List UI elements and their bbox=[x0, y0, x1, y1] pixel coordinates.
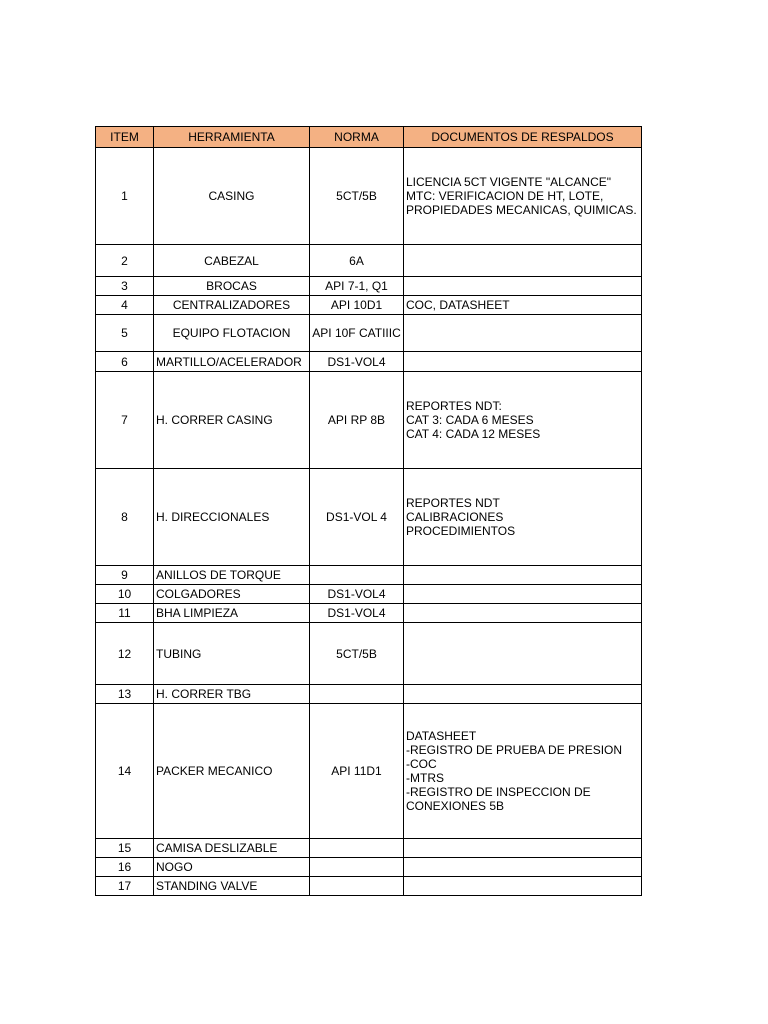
item-cell: 17 bbox=[96, 877, 154, 896]
docs-cell: DATASHEET -REGISTRO DE PRUEBA DE PRESION -COC -MTRS -REGISTRO DE INSPECCION DE CONEXIONES 5B bbox=[404, 704, 642, 839]
norm-cell: DS1-VOL4 bbox=[310, 585, 404, 604]
docs-cell: COC, DATASHEET bbox=[404, 296, 642, 315]
table-row bbox=[96, 604, 642, 623]
docs-cell bbox=[404, 604, 642, 623]
table-row bbox=[96, 877, 642, 896]
item-cell: 10 bbox=[96, 585, 154, 604]
tool-cell: H. CORRER TBG bbox=[154, 685, 310, 704]
table-row bbox=[96, 372, 642, 469]
norm-cell: 6A bbox=[310, 245, 404, 277]
norm-cell bbox=[310, 877, 404, 896]
norm-cell: API 10F CATIIIC bbox=[310, 315, 404, 352]
tool-cell: H. CORRER CASING bbox=[154, 372, 310, 469]
header-norm: NORMA bbox=[310, 127, 404, 148]
norm-cell: API 10D1 bbox=[310, 296, 404, 315]
norm-cell bbox=[310, 839, 404, 858]
item-cell: 14 bbox=[96, 704, 154, 839]
item-cell: 2 bbox=[96, 245, 154, 277]
norm-cell bbox=[310, 858, 404, 877]
tool-cell: CENTRALIZADORES bbox=[154, 296, 310, 315]
tool-cell: MARTILLO/ACELERADOR bbox=[154, 352, 310, 372]
item-cell: 13 bbox=[96, 685, 154, 704]
norm-cell: API 7-1, Q1 bbox=[310, 277, 404, 296]
table-row bbox=[96, 839, 642, 858]
docs-cell: LICENCIA 5CT VIGENTE "ALCANCE" MTC: VERIFICACION DE HT, LOTE, PROPIEDADES MECANICAS, QUIMICAS. bbox=[404, 148, 642, 245]
table-row bbox=[96, 277, 642, 296]
tool-cell: NOGO bbox=[154, 858, 310, 877]
docs-cell bbox=[404, 315, 642, 352]
item-cell: 1 bbox=[96, 148, 154, 245]
item-cell: 5 bbox=[96, 315, 154, 352]
docs-cell bbox=[404, 858, 642, 877]
tool-cell: CASING bbox=[154, 148, 310, 245]
norm-cell bbox=[310, 685, 404, 704]
header-tool: HERRAMIENTA bbox=[154, 127, 310, 148]
norm-cell: DS1-VOL 4 bbox=[310, 469, 404, 566]
docs-cell bbox=[404, 245, 642, 277]
docs-cell bbox=[404, 277, 642, 296]
table-row bbox=[96, 352, 642, 372]
docs-cell bbox=[404, 685, 642, 704]
table-row bbox=[96, 469, 642, 566]
tool-cell: BROCAS bbox=[154, 277, 310, 296]
norm-cell: API 11D1 bbox=[310, 704, 404, 839]
tool-cell: TUBING bbox=[154, 623, 310, 685]
table-row bbox=[96, 858, 642, 877]
tool-cell: CAMISA DESLIZABLE bbox=[154, 839, 310, 858]
tool-cell: ANILLOS DE TORQUE bbox=[154, 566, 310, 585]
docs-cell bbox=[404, 877, 642, 896]
tool-cell: COLGADORES bbox=[154, 585, 310, 604]
tool-cell: BHA LIMPIEZA bbox=[154, 604, 310, 623]
docs-cell bbox=[404, 623, 642, 685]
tool-cell: PACKER MECANICO bbox=[154, 704, 310, 839]
tool-cell: H. DIRECCIONALES bbox=[154, 469, 310, 566]
table-row bbox=[96, 296, 642, 315]
header-item: ITEM bbox=[96, 127, 154, 148]
tool-cell: CABEZAL bbox=[154, 245, 310, 277]
header-row bbox=[96, 127, 642, 148]
norm-cell bbox=[310, 566, 404, 585]
table-row bbox=[96, 704, 642, 839]
table-row bbox=[96, 315, 642, 352]
docs-cell bbox=[404, 585, 642, 604]
docs-cell bbox=[404, 839, 642, 858]
header-docs: DOCUMENTOS DE RESPALDOS bbox=[404, 127, 642, 148]
item-cell: 12 bbox=[96, 623, 154, 685]
docs-cell bbox=[404, 352, 642, 372]
docs-cell bbox=[404, 566, 642, 585]
table-row bbox=[96, 245, 642, 277]
norm-cell: DS1-VOL4 bbox=[310, 352, 404, 372]
item-cell: 11 bbox=[96, 604, 154, 623]
norm-cell: 5CT/5B bbox=[310, 623, 404, 685]
docs-cell: REPORTES NDT: CAT 3: CADA 6 MESES CAT 4: CADA 12 MESES bbox=[404, 372, 642, 469]
norm-cell: DS1-VOL4 bbox=[310, 604, 404, 623]
table-row bbox=[96, 566, 642, 585]
item-cell: 6 bbox=[96, 352, 154, 372]
table-row bbox=[96, 623, 642, 685]
tool-cell: EQUIPO FLOTACION bbox=[154, 315, 310, 352]
norm-cell: API RP 8B bbox=[310, 372, 404, 469]
item-cell: 4 bbox=[96, 296, 154, 315]
tool-cell: STANDING VALVE bbox=[154, 877, 310, 896]
table-row bbox=[96, 148, 642, 245]
item-cell: 3 bbox=[96, 277, 154, 296]
item-cell: 7 bbox=[96, 372, 154, 469]
norm-cell: 5CT/5B bbox=[310, 148, 404, 245]
item-cell: 8 bbox=[96, 469, 154, 566]
item-cell: 9 bbox=[96, 566, 154, 585]
item-cell: 16 bbox=[96, 858, 154, 877]
tools-standards-table bbox=[95, 126, 642, 896]
table-row bbox=[96, 585, 642, 604]
docs-cell: REPORTES NDT CALIBRACIONES PROCEDIMIENTOS bbox=[404, 469, 642, 566]
item-cell: 15 bbox=[96, 839, 154, 858]
table-row bbox=[96, 685, 642, 704]
